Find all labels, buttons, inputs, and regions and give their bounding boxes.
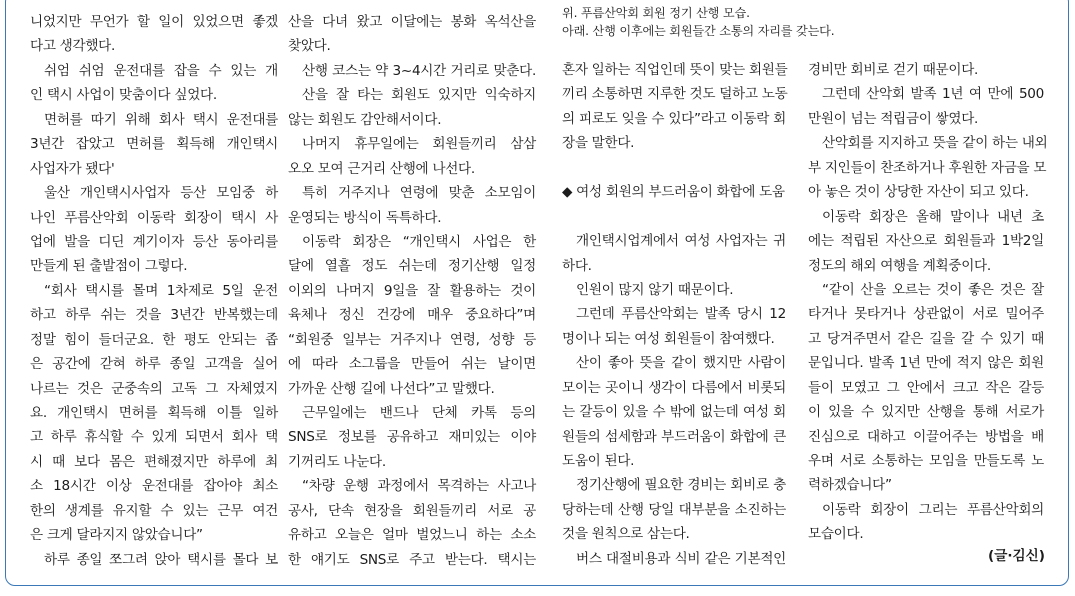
text-line: 타거나 못타거나 상관없이 서로 밀어주 bbox=[808, 306, 1044, 323]
text-line: 경비만 회비로 걷기 때문이다. bbox=[808, 62, 979, 78]
text-line: SNS로 정보를 공유하고 재미있는 이야 bbox=[288, 429, 536, 446]
text-line: 산이 좋아 뜻을 같이 했지만 사람이 bbox=[576, 355, 786, 372]
text-line: 한 얘기도 SNS로 주고 받는다. 택시는 bbox=[288, 551, 536, 568]
text-line: 우며 서로 소통하는 모임을 만들도록 노 bbox=[808, 453, 1044, 469]
text-line: 그런데 산악회 발족 1년 여 만에 500 bbox=[822, 86, 1044, 103]
text-line: 인 택시 사업이 맞춤이다 싶었다. bbox=[30, 87, 217, 104]
text-line: 면허를 따기 위해 회사 택시 운전대를 bbox=[44, 111, 278, 128]
text-line: 하다. bbox=[562, 257, 592, 274]
text-line: 모이는 곳이니 생각이 다름에서 비롯되 bbox=[562, 379, 786, 396]
text-line: 나르는 것은 군중속의 고독 그 자체였지 bbox=[30, 380, 278, 397]
text-line: 소 18시간 이상 운전대를 잡아야 최소 bbox=[30, 478, 278, 495]
text-line: 모습이다. bbox=[808, 526, 864, 543]
text-line: 한의 생계를 유지할 수 있는 근무 여건 bbox=[30, 502, 278, 519]
text-line: 기꺼리도 나눈다. bbox=[288, 453, 386, 470]
text-line: 업에 발을 디딘 계기이자 등산 동아리를 bbox=[30, 233, 278, 250]
text-line: 근무일에는 밴드나 단체 카톡 등의 bbox=[302, 405, 536, 421]
text-line: “같이 산을 오르는 것이 좋은 것은 잘 bbox=[822, 281, 1044, 298]
text-line: “회사 택시를 몰며 1차제로 5일 운전 bbox=[44, 282, 278, 299]
text-line: 정기산행에 필요한 경비는 회비로 충 bbox=[576, 477, 786, 494]
text-line: 것을 원칙으로 삼는다. bbox=[562, 526, 690, 543]
text-line: 만원이 넘는 적립금이 쌓였다. bbox=[808, 110, 979, 127]
text-line: 나인 푸름산악회 이동락 회장이 택시 사 bbox=[30, 209, 278, 226]
text-line: 진심으로 대하고 이끌어주는 방법을 배 bbox=[808, 428, 1044, 445]
text-line: 산을 잘 타는 회원도 있지만 익숙하지 bbox=[302, 87, 536, 104]
text-line: 은 공간에 갇혀 하루 종일 고객을 실어 bbox=[30, 356, 278, 373]
text-line: 문입니다. 발족 1년 만에 적지 않은 회원 bbox=[808, 355, 1044, 372]
text-line: 만들게 된 출발점이 그렇다. bbox=[30, 258, 188, 275]
text-line: 요. 개인택시 면허를 획득해 이틀 일하 bbox=[30, 405, 278, 421]
text-line: 은 크게 달라지지 않았습니다” bbox=[30, 527, 203, 544]
text-line: 에 따라 소그룹을 만들어 쉬는 날이면 bbox=[288, 356, 536, 373]
text-line: “차량 운행 과정에서 목격하는 사고나 bbox=[302, 478, 536, 495]
text-line: 하루 종일 쪼그려 앉아 택시를 몰다 보 bbox=[44, 551, 278, 568]
text-line: 울산 개인택시사업자 등산 모임중 하 bbox=[44, 185, 278, 202]
text-line: 아 놓은 것이 상당한 자산이 되고 있다. bbox=[808, 184, 1029, 201]
text-line: 운영되는 방식이 독특하다. bbox=[288, 209, 442, 226]
text-line: 오오 모여 근거리 산행에 나선다. bbox=[288, 160, 475, 177]
text-line: 니었지만 무언가 할 일이 있었으면 좋겠 bbox=[30, 14, 278, 30]
text-line: 육체나 정신 건강에 매우 중요하다”며 bbox=[288, 307, 536, 324]
text-line: 원들의 섬세함과 부드러움이 화합에 큰 bbox=[562, 428, 786, 445]
text-line: 특히 거주지나 연령에 맞춘 소모임이 bbox=[302, 185, 536, 202]
text-line: 인원이 많지 않기 때문이다. bbox=[576, 281, 734, 298]
text-line: 버스 대절비용과 식비 같은 기본적인 bbox=[576, 550, 786, 567]
text-line: 유하고 오늘은 얼마 벌었느니 하는 소소 bbox=[288, 527, 536, 544]
text-line: 이동락 회장이 그리는 푸름산악회의 bbox=[822, 501, 1044, 518]
text-line: 명이나 되는 여성 회원들이 참여했다. bbox=[562, 330, 775, 347]
text-line: 이동락 회장은 “개인택시 사업은 한 bbox=[302, 233, 536, 250]
text-column-4 bbox=[808, 58, 1048, 547]
caption-line: 아래. 산행 이후에는 회원들간 소통의 자리를 갖는다. bbox=[562, 24, 835, 38]
text-column-1 bbox=[30, 10, 278, 572]
blank-line bbox=[562, 156, 786, 180]
text-line: 찾았다. bbox=[288, 38, 331, 55]
text-line: 공사, 단속 현장을 회원들끼리 서로 공 bbox=[288, 502, 536, 519]
text-line: 들이 모였고 그 안에서 크고 작은 갈등 bbox=[808, 379, 1044, 396]
text-line: 다고 생각했다. bbox=[30, 38, 116, 55]
text-line: 개인택시업계에서 여성 사업자는 귀 bbox=[576, 233, 786, 250]
text-line: 달에 열흘 정도 쉬는데 정기산행 일정 bbox=[288, 258, 536, 275]
text-line: 장을 말한다. bbox=[562, 135, 635, 152]
text-line: 부 지인들이 찬조하거나 후원한 자금을 모 bbox=[808, 159, 1047, 176]
blank-line bbox=[562, 205, 786, 229]
text-column-3 bbox=[562, 58, 786, 571]
text-line: 쉬엄 쉬엄 운전대를 잡을 수 있는 개 bbox=[44, 62, 278, 79]
text-line: 정말 힘이 들더군요. 한 평도 안되는 좁 bbox=[30, 331, 278, 348]
text-line: 정도의 해외 여행을 계획중이다. bbox=[808, 257, 991, 274]
text-line: 산악회를 지지하고 뜻을 같이 하는 내외 bbox=[822, 135, 1048, 152]
text-line: 산행 코스는 약 3~4시간 거리로 맞춘다. bbox=[302, 62, 536, 79]
text-line: 당하는데 산행 당일 대부분을 소진하는 bbox=[562, 501, 786, 518]
text-line: 에는 적립된 자산으로 회원들과 1박2일 bbox=[808, 233, 1044, 250]
caption-line: 위. 푸름산악회 회원 정기 산행 모습. bbox=[562, 6, 750, 20]
text-line: 않는 회원도 감안해서이다. bbox=[288, 111, 442, 128]
text-line: “회원중 일부는 거주지나 연령, 성향 등 bbox=[288, 331, 536, 348]
text-line: 혼자 일하는 직업인데 뜻이 맞는 회원들 bbox=[562, 62, 788, 78]
text-line: 시 때 보다 몸은 편해졌지만 하루에 최 bbox=[30, 453, 278, 470]
text-line: 고 하루 휴식할 수 있게 되면서 회사 택 bbox=[30, 429, 278, 446]
text-line: 3년간 잡았고 면허를 획득해 개인택시 bbox=[30, 136, 278, 153]
text-line: 의 피로도 잊을 수 있다”라고 이동락 회 bbox=[562, 110, 786, 127]
text-line: 력하겠습니다” bbox=[808, 477, 892, 494]
text-line: 고 당겨주면서 같은 길을 갈 수 있기 때 bbox=[808, 330, 1044, 347]
text-line: 끼리 소통하면 지루한 것도 덜하고 노동 bbox=[562, 86, 788, 103]
text-line: 도움이 된다. bbox=[562, 453, 635, 469]
text-line: 이 있을 수 있지만 산행을 통해 서로가 bbox=[808, 404, 1044, 421]
text-line: 가까운 산행 길에 나선다”고 말했다. bbox=[288, 380, 495, 397]
photo-caption bbox=[562, 4, 834, 40]
text-line: 나머지 휴무일에는 회원들끼리 삼삼 bbox=[302, 136, 536, 153]
text-column-2 bbox=[288, 10, 536, 572]
text-line: 이동락 회장은 올해 말이나 내년 초 bbox=[822, 208, 1044, 225]
text-line: 하고 하루 쉬는 것을 3년간 반복했는데 bbox=[30, 307, 278, 324]
text-line: 사업자가 됐다' bbox=[30, 160, 115, 177]
byline: (글·김신) bbox=[988, 548, 1045, 564]
text-line: 는 갈등이 있을 수 밖에 없는데 여성 회 bbox=[562, 404, 786, 421]
text-line: 그런데 푸름산악회는 발족 당시 12 bbox=[576, 306, 786, 323]
text-line: 이외의 나머지 9일을 잘 활용하는 것이 bbox=[288, 282, 536, 299]
section-heading: ◆ 여성 회원의 부드러움이 화합에 도움 bbox=[562, 184, 785, 201]
text-line: 산을 다녀 왔고 이달에는 봉화 옥석산을 bbox=[288, 14, 536, 30]
